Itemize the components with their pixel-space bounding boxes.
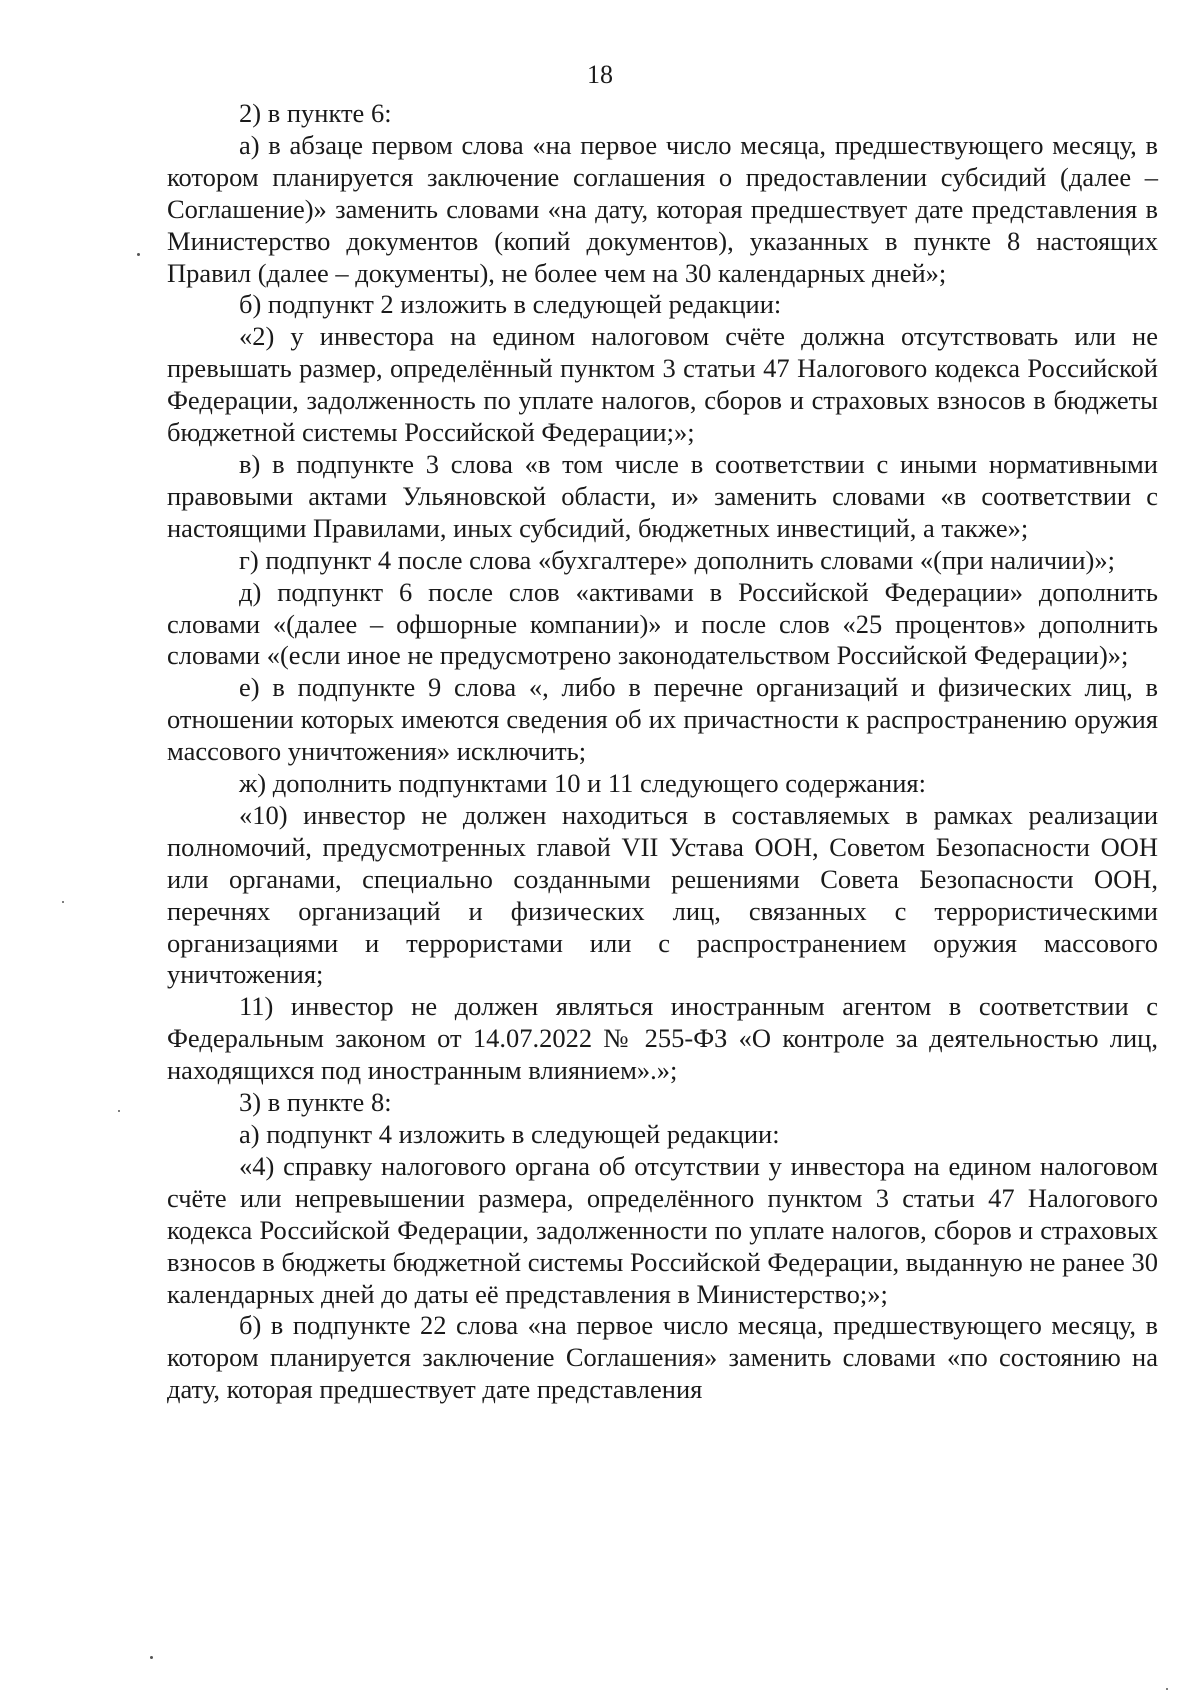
page-number: 18: [587, 60, 613, 89]
scan-speck: [150, 1656, 153, 1659]
paragraph-item-2-header: 2) в пункте 6:: [239, 98, 392, 128]
paragraph-subitem-d: д) подпункт 6 после слов «активами в Российской Федерации» дополнить словами «(далее – офшорные компании)» и после слов «25 процентов» дополнить словами «(если иное не предусмотрено законодательством Российской Федерации)»;: [167, 576, 1158, 671]
paragraph-subitem-v: в) в подпункте 3 слова «в том числе в соответствии с иными нормативными правовыми актами Ульяновской области, и» заменить словами «в соответствии с настоящими Правилами, иных субсидий, бюджетных инвестиций, а также»;: [167, 448, 1158, 543]
document-body: [167, 98, 1158, 1406]
paragraph-quoted-subpoint-4: «4) справку налогового органа об отсутствии у инвестора на едином налоговом счёте или непревышении размера, определённого пунктом 3 статьи 47 Налогового кодекса Российской Федерации, задолженности по уплате налогов, сборов и страховых взносов в бюджеты бюджетной системы Российской Федерации, выданную не ранее 30 календарных дней до даты её представления в Министерство;»;: [167, 1150, 1158, 1309]
paragraph-item-3-header: 3) в пункте 8:: [239, 1087, 392, 1118]
paragraph-subitem-b: б) подпункт 2 изложить в следующей редакции:: [239, 289, 782, 320]
paragraph-subitem-a: а) в абзаце первом слова «на первое число месяца, предшествующего месяцу, в котором планируется заключение соглашения о предоставлении субсидий (далее – Соглашение)» заменить словами «на дату, которая предшествует дате представления в Министерство документов (копий документов), указанных в пункте 8 настоящих Правил (далее – документы), не более чем на 30 календарных дней»;: [167, 129, 1158, 288]
paragraph-quoted-subpoint-2: «2) у инвестора на едином налоговом счёте должна отсутствовать или не превышать размер, определённый пунктом 3 статьи 47 Налогового кодекса Российской Федерации, задолженность по уплате налогов, сборов и страховых взносов в бюджеты бюджетной системы Российской Федерации;»;: [167, 321, 1158, 448]
paragraph-item-3-subitem-a: а) подпункт 4 изложить в следующей редакции:: [239, 1119, 780, 1149]
scan-speck: [62, 901, 64, 903]
paragraph-quoted-subpoint-11: 11) инвестор не должен являться иностранным агентом в соответствии с Федеральным законом от 14.07.2022 № 255-ФЗ «О контроле за деятельностью лиц, находящихся под иностранным влиянием».»;: [167, 991, 1158, 1086]
paragraph-subitem-e: е) в подпункте 9 слова «, либо в перечне организаций и физических лиц, в отношении которых имеются сведения об их причастности к распространению оружия массового уничтожения» исключить;: [167, 672, 1158, 767]
scan-speck: [1166, 1688, 1168, 1690]
scan-speck: [137, 253, 140, 256]
scan-speck: [118, 1110, 120, 1112]
paragraph-quoted-subpoint-10: «10) инвестор не должен находиться в составляемых в рамках реализации полномочий, предусмотренных главой VII Устава ООН, Советом Безопасности ООН или органами, специально созданными решениями Совета Безопасности ООН, перечнях организаций и физических лиц, связанных с террористическими организациями и террористами или с распространением оружия массового уничтожения;: [167, 799, 1158, 990]
paragraph-subitem-zh: ж) дополнить подпунктами 10 и 11 следующего содержания:: [239, 768, 926, 799]
paragraph-subitem-g: г) подпункт 4 после слова «бухгалтере» дополнить словами «(при наличии)»;: [239, 544, 1115, 575]
paragraph-item-3-subitem-b: б) в подпункте 22 слова «на первое число месяца, предшествующего месяцу, в котором планируется заключение Соглашения» заменить словами «по состоянию на дату, которая предшествует дате представления: [167, 1310, 1158, 1405]
